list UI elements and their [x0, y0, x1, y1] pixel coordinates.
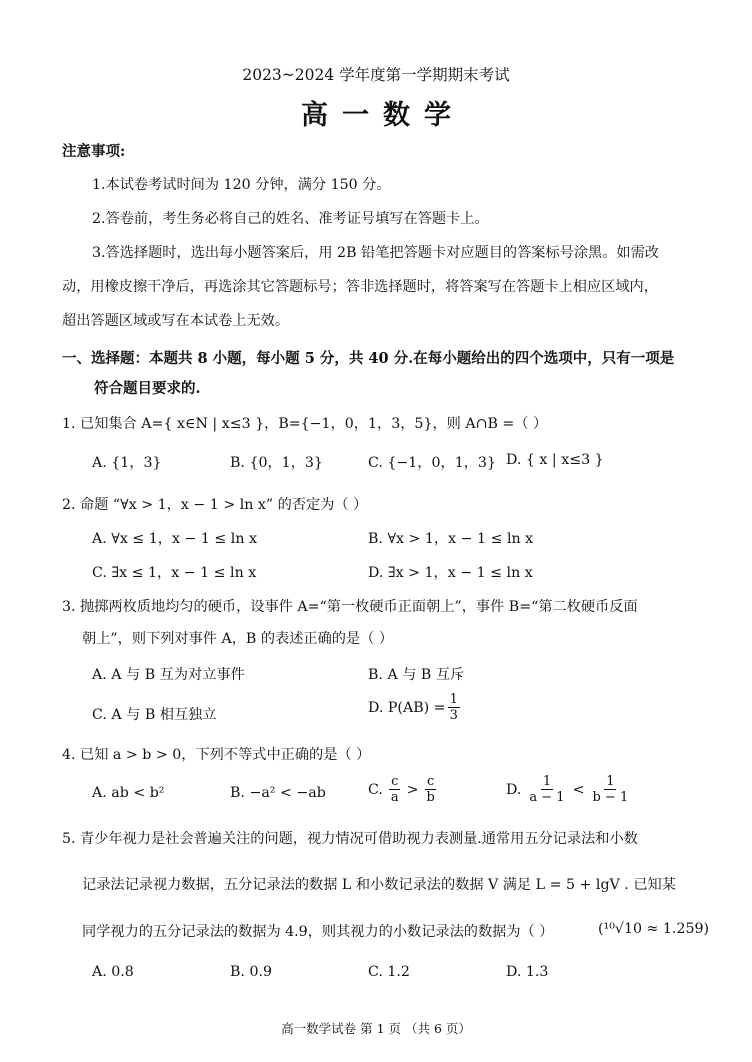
question-3-option-d [368, 692, 462, 723]
page-footer: 高一数学试卷 第 1 页 （共 6 页） [281, 1021, 471, 1036]
question-4-option-d [506, 774, 632, 805]
question-1-option-b: B. {0，1，3} [230, 455, 323, 471]
question-3-option-a: A. A 与 B 互为对立事件 [92, 667, 245, 683]
question-1-option-c: C. {−1，0，1，3} [368, 455, 496, 471]
comparison-operator: > [406, 781, 419, 798]
section-heading-line-2: 符合题目要求的. [94, 380, 201, 397]
question-4-option-c-fraction-1 [389, 774, 401, 805]
question-5-option-a: A. 0.8 [92, 964, 134, 980]
question-3-option-b: B. A 与 B 互斥 [368, 667, 465, 683]
question-4-option-a: A. ab < b² [92, 785, 165, 801]
subject-title: 高一数学 [301, 100, 465, 131]
question-4-option-c-prefix: C. [368, 781, 383, 798]
question-4-option-d-fraction-2 [590, 774, 630, 805]
fraction-numerator: c [391, 774, 399, 789]
question-3-option-d-prefix: D. P(AB) = [368, 699, 446, 716]
fraction-denominator: a − 1 [529, 790, 565, 805]
question-3-stem-line-1: 3. 抛掷两枚质地均匀的硬币，设事件 A=“第一枚硬币正面朝上”，事件 B=“第二枚硬币反面 [62, 599, 638, 615]
question-4-option-c-fraction-2 [425, 774, 437, 805]
question-4-option-d-fraction-1 [527, 774, 566, 805]
comparison-operator: < [572, 781, 585, 798]
fraction-numerator: c [427, 774, 435, 789]
question-5-stem-line-3: 同学视力的五分记录法的数据为 4.9，则其视力的小数记录法的数据为（ ） [82, 924, 554, 940]
question-3-option-d-fraction [448, 692, 460, 723]
notice-item-3-line-2: 动，用橡皮擦干净后，再选涂其它答题标号；答非选择题时，将答案写在答题卡上相应区域内， [62, 279, 658, 295]
section-heading-line-1: 一、选择题：本题共 8 小题，每小题 5 分，共 40 分.在每小题给出的四个选项中，只有一项是 [62, 350, 675, 367]
question-5-hint: (¹⁰√10 ≈ 1.259) [598, 921, 710, 937]
question-4-option-c [368, 774, 439, 805]
question-5-option-d: D. 1.3 [506, 964, 549, 980]
question-1-option-d: D. { x | x≤3 } [506, 452, 604, 468]
question-4-option-d-prefix: D. [506, 781, 522, 798]
fraction-denominator: b [426, 790, 435, 805]
question-5-option-c: C. 1.2 [368, 964, 410, 980]
fraction-denominator: b − 1 [592, 790, 629, 805]
question-2-stem: 2. 命题 “∀x > 1，x − 1 > ln x” 的否定为（ ） [62, 497, 368, 513]
question-1-option-a: A. {1，3} [92, 455, 162, 471]
question-2-option-d: D. ∃x > 1，x − 1 ≤ ln x [368, 565, 533, 581]
question-2-option-c: C. ∃x ≤ 1，x − 1 ≤ ln x [92, 565, 257, 581]
question-4-option-b: B. −a² < −ab [230, 785, 326, 801]
exam-title: 2023~2024 学年度第一学期期末考试 [242, 66, 510, 84]
notice-item-3-line-1: 3.答选择题时，选出每小题答案后，用 2B 铅笔把答题卡对应题目的答案标号涂黑。如需改 [92, 245, 659, 261]
notice-item-2: 2.答卷前，考生务必将自己的姓名、准考证号填写在答题卡上。 [92, 211, 489, 227]
fraction-denominator: a [390, 790, 399, 805]
fraction-numerator: 1 [449, 692, 458, 707]
question-1-stem: 1. 已知集合 A={ x∈N | x≤3 }，B={−1，0，1，3，5}，则 A∩B =（ ） [62, 416, 548, 432]
notice-heading: 注意事项: [62, 143, 126, 160]
fraction-numerator: 1 [606, 774, 615, 789]
question-4-stem: 4. 已知 a > b > 0，下列不等式中正确的是（ ） [62, 747, 371, 763]
question-5-stem-line-1: 5. 青少年视力是社会普遍关注的问题，视力情况可借助视力表测量.通常用五分记录法和小数 [62, 831, 638, 847]
question-3-option-c: C. A 与 B 相互独立 [92, 707, 217, 723]
question-2-option-a: A. ∀x ≤ 1，x − 1 ≤ ln x [92, 531, 257, 547]
fraction-denominator: 3 [449, 708, 458, 723]
question-5-stem-line-2: 记录法记录视力数据，五分记录法的数据 L 和小数记录法的数据 V 满足 L = 5 + lgV . 已知某 [82, 877, 676, 893]
fraction-numerator: 1 [542, 774, 552, 789]
notice-item-1: 1.本试卷考试时间为 120 分钟，满分 150 分。 [92, 177, 391, 193]
notice-item-3-line-3: 超出答题区域或写在本试卷上无效。 [62, 313, 290, 329]
question-3-stem-line-2: 朝上”，则下列对事件 A，B 的表述正确的是（ ） [82, 631, 394, 647]
question-5-option-b: B. 0.9 [230, 964, 273, 980]
question-2-option-b: B. ∀x > 1，x − 1 ≤ ln x [368, 531, 534, 547]
